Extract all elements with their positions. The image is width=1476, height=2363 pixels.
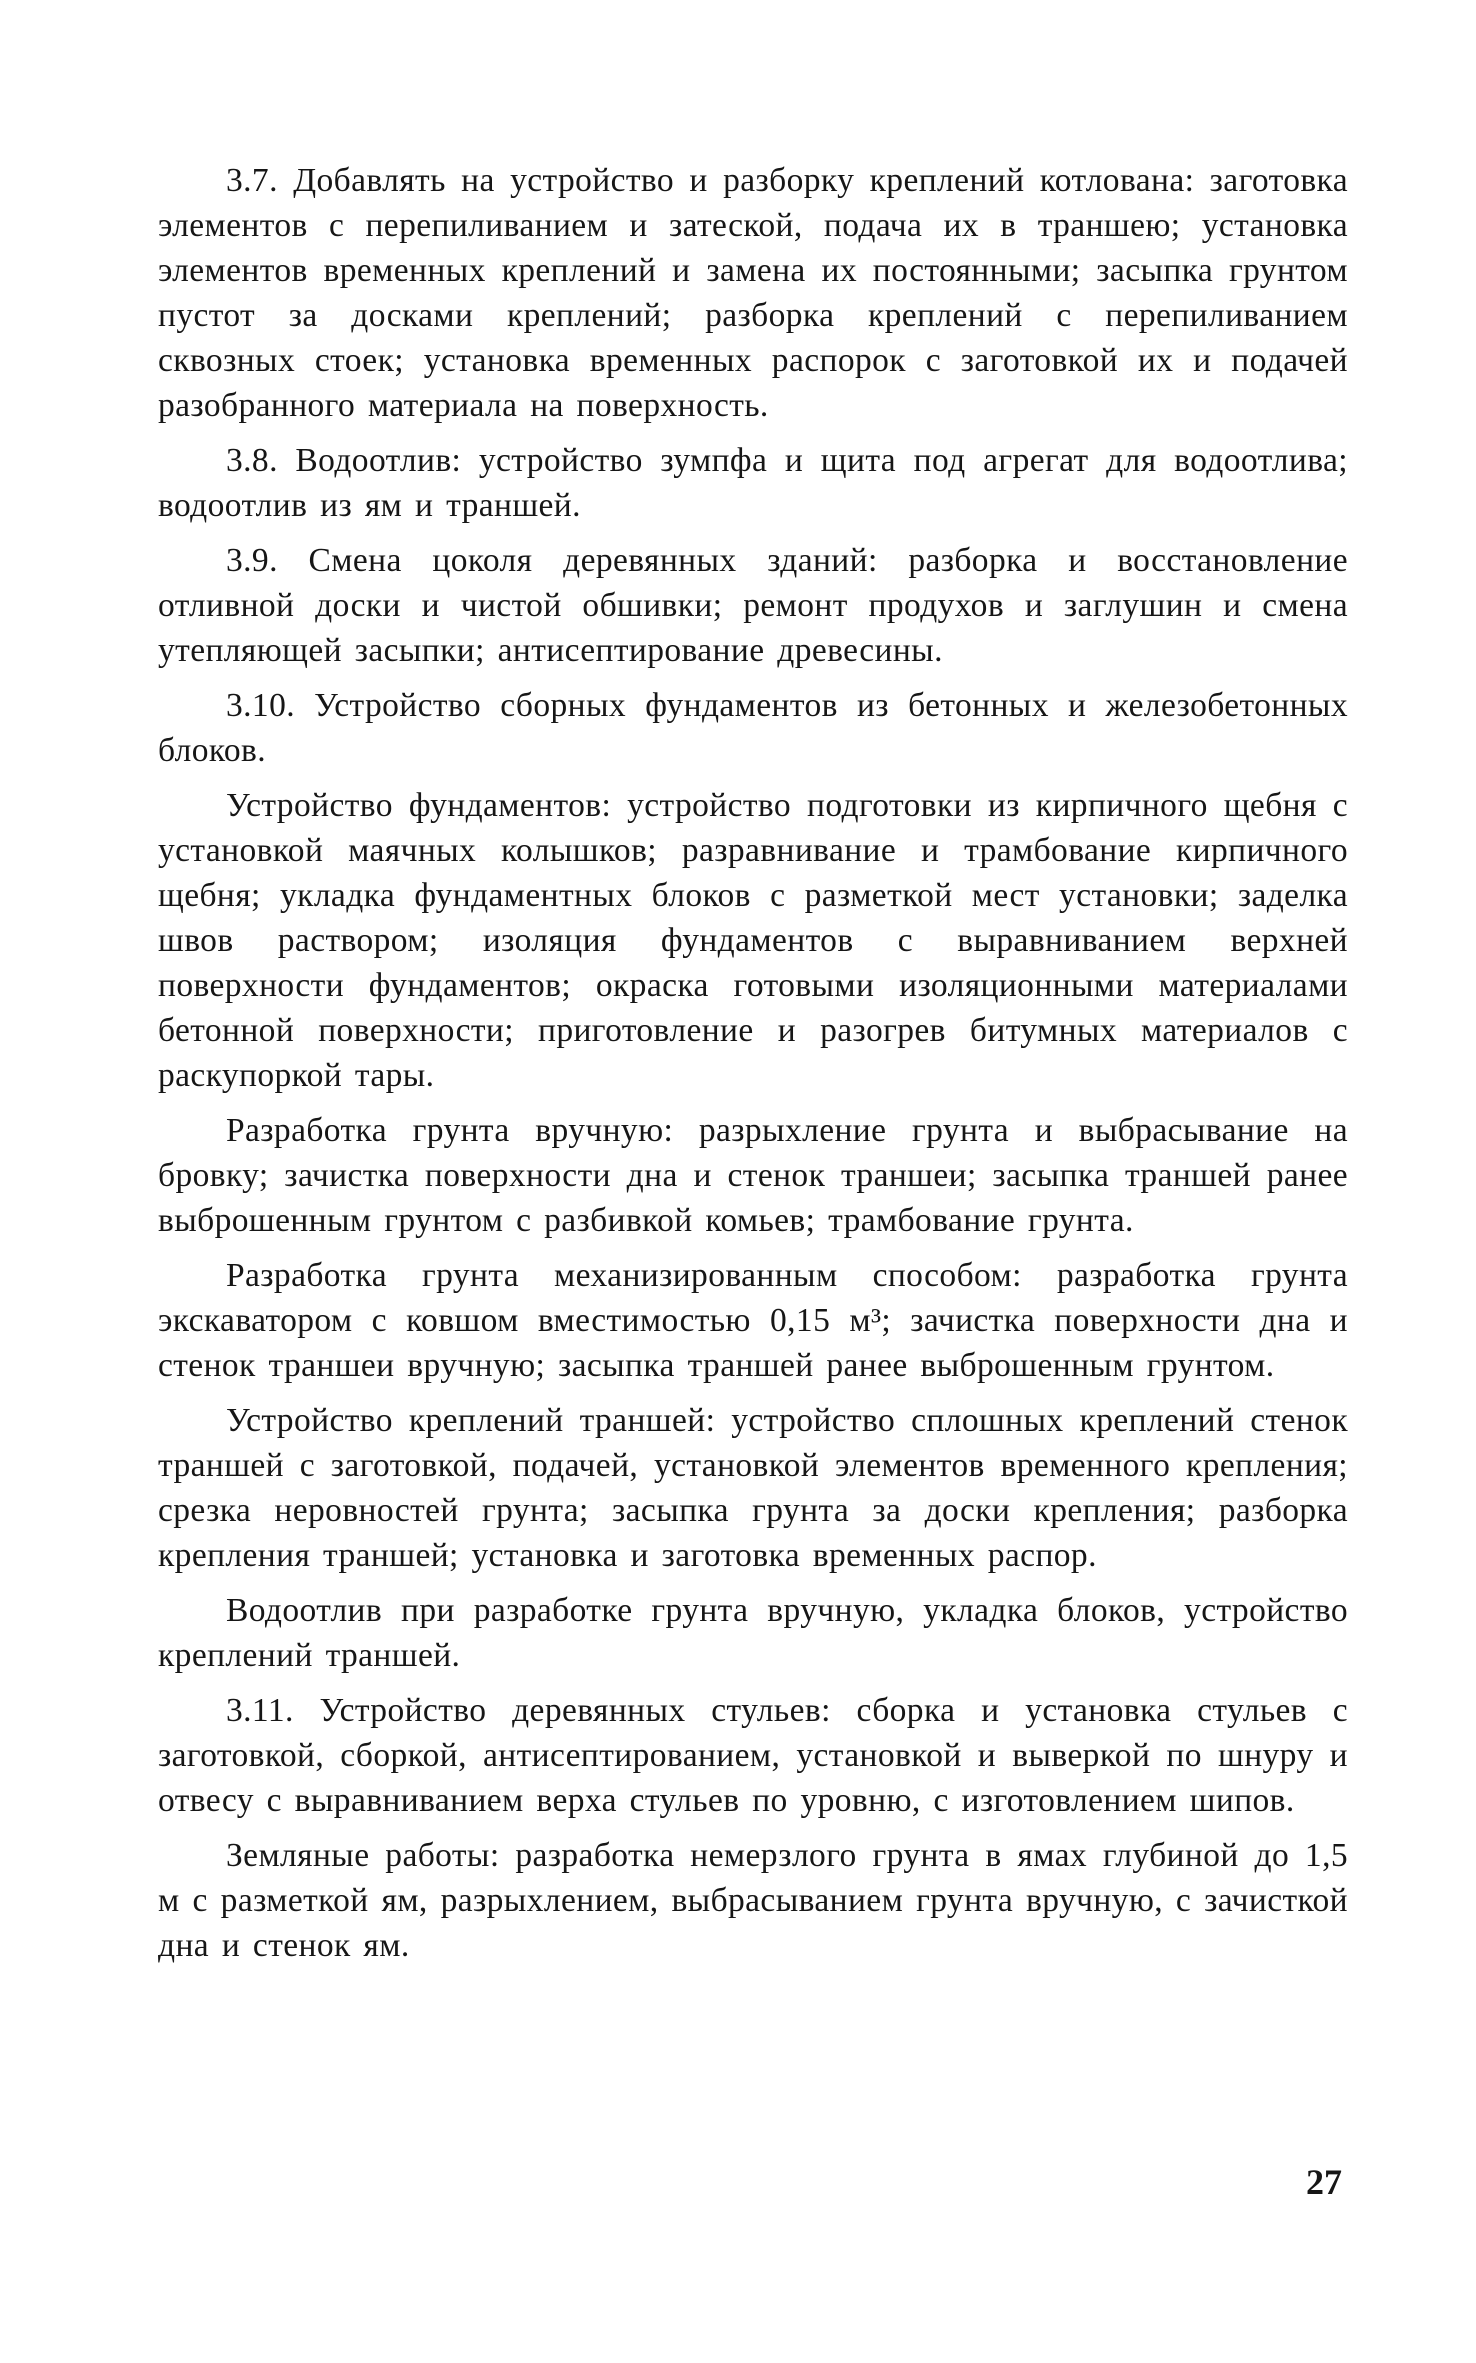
paragraph-earthworks: Земляные работы: разработка немерзлого грунта в ямах глубиной до 1,5 м с разметкой ям, разрыхлением, выбрасыванием грунта вручную, с зачисткой дна и стенок ям. [158,1837,1348,1964]
paragraph-3-9: 3.9. Смена цоколя деревянных зданий: разборка и восстановление отливной доски и чистой обшивки; ремонт продухов и заглушин и смена утепляющей засыпки; антисептирование древесины. [158,542,1348,669]
paragraph-mechanized-excavation: Разработка грунта механизированным способом: разработка грунта экскаватором с ковшом вместимостью 0,15 м³; зачистка поверхности дна и стенок траншеи вручную; засыпка траншей ранее выброшенным грунтом. [158,1257,1348,1384]
paragraph-trench-supports: Устройство креплений траншей: устройство сплошных креплений стенок траншей с заготовкой, подачей, установкой элементов временного крепления; срезка неровностей грунта; засыпка грунта за доски крепления; разборка крепления траншей; установка и заготовка временных распор. [158,1402,1348,1574]
paragraph-dewatering: Водоотлив при разработке грунта вручную, укладка блоков, устройство креплений траншей. [158,1592,1348,1674]
page-number: 27 [1306,2162,1342,2202]
page-body [158,158,1348,1978]
paragraph-manual-excavation: Разработка грунта вручную: разрыхление грунта и выбрасывание на бровку; зачистка поверхности дна и стенок траншеи; засыпка траншей ранее выброшенным грунтом с разбивкой комьев; трамбование грунта. [158,1112,1348,1239]
paragraph-3-11: 3.11. Устройство деревянных стульев: сборка и установка стульев с заготовкой, сборкой, антисептированием, установкой и выверкой по шнуру и отвесу с выравниванием верха стульев по уровню, с изготовлением шипов. [158,1692,1348,1819]
paragraph-3-7: 3.7. Добавлять на устройство и разборку креплений котлована: заготовка элементов с перепиливанием и затеской, подача их в траншею; установка элементов временных креплений и замена их постоянными; засыпка грунтом пустот за досками креплений; разборка креплений с перепиливанием сквозных стоек; установка временных распорок с заготовкой их и подачей разобранного материала на поверхность. [158,162,1348,424]
paragraph-foundations: Устройство фундаментов: устройство подготовки из кирпичного щебня с установкой маячных колышков; разравнивание и трамбование кирпичного щебня; укладка фундаментных блоков с разметкой мест установки; заделка швов раствором; изоляция фундаментов с выравниванием верхней поверхности фундаментов; окраска готовыми изоляционными материалами бетонной поверхности; приготовление и разогрев битумных материалов с раскупоркой тары. [158,787,1348,1094]
paragraph-3-10: 3.10. Устройство сборных фундаментов из бетонных и железобетонных блоков. [158,687,1348,769]
paragraph-3-8: 3.8. Водоотлив: устройство зумпфа и щита под агрегат для водоотлива; водоотлив из ям и траншей. [158,442,1348,524]
